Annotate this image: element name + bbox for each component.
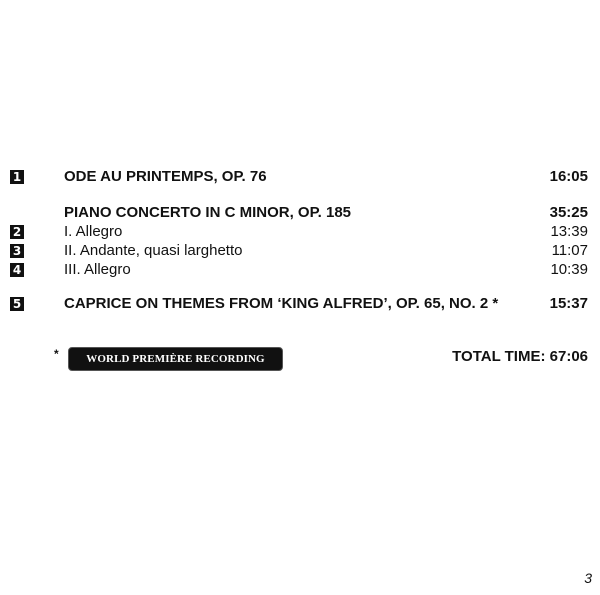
track-row (0, 223, 600, 243)
total-time: TOTAL TIME: 67:06 (452, 348, 588, 365)
track-time: 15:37 (549, 295, 588, 312)
page-number: 3 (584, 570, 592, 586)
track-time: 13:39 (550, 223, 588, 240)
track-time: 11:07 (551, 242, 588, 259)
track-number: 5 (10, 297, 24, 311)
track-time: 10:39 (550, 261, 588, 278)
footnote-marker: * (54, 347, 59, 361)
work-title: PIANO CONCERTO IN C MINOR, OP. 185 (64, 204, 351, 221)
work-heading-row (0, 204, 600, 224)
work-time: 35:25 (549, 204, 588, 221)
track-time: 16:05 (549, 168, 588, 185)
track-title: I. Allegro (64, 223, 123, 240)
track-title: III. Allegro (64, 261, 131, 278)
track-title: ODE AU PRINTEMPS, OP. 76 (64, 168, 267, 185)
track-number: 2 (10, 225, 24, 239)
track-row (0, 295, 600, 315)
world-premiere-badge: WORLD PREMIÈRE RECORDING (68, 347, 283, 371)
track-number: 3 (10, 244, 24, 258)
track-title: CAPRICE ON THEMES FROM ‘KING ALFRED’, OP. 65, NO. 2 * (64, 295, 499, 312)
track-row (0, 261, 600, 281)
track-row (0, 242, 600, 262)
track-title: II. Andante, quasi larghetto (64, 242, 243, 259)
track-number: 4 (10, 263, 24, 277)
track-row (0, 168, 600, 188)
track-number: 1 (10, 170, 24, 184)
